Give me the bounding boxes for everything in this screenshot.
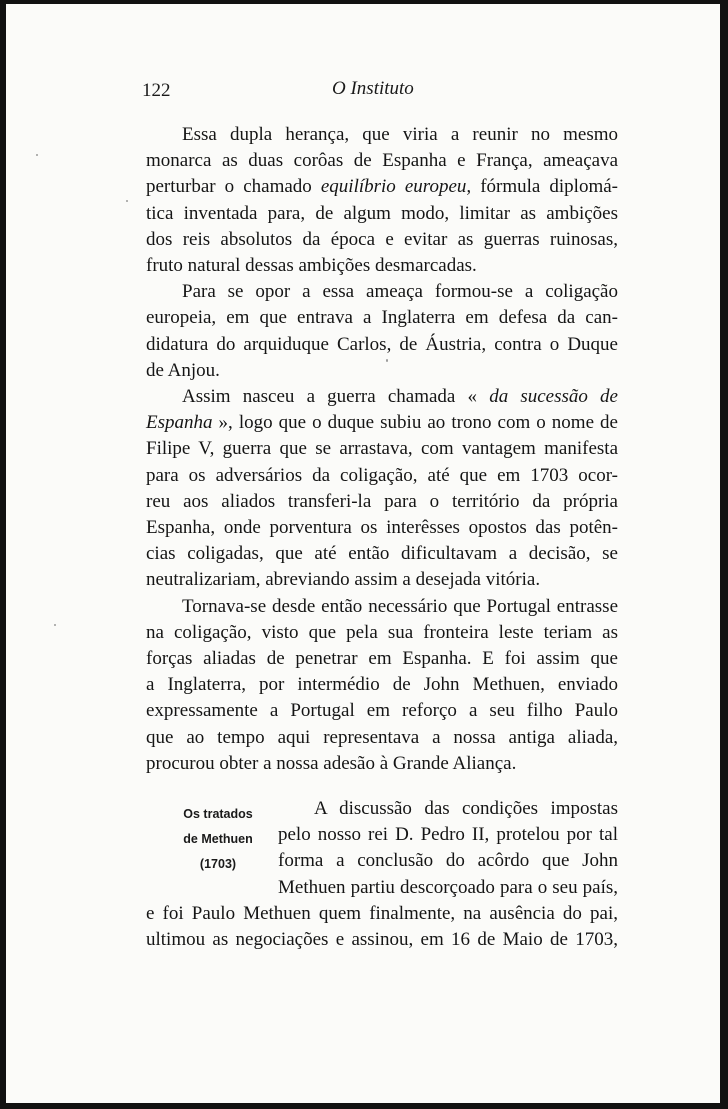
paragraph: [146, 384, 618, 594]
marginal-note-line-2: de Methuen: [183, 832, 253, 846]
text-line: Methuen partiu descorçoado para o seu país,: [278, 876, 618, 898]
text-line: Espanha, onde porventura os interêsses opostos das potên-: [146, 517, 618, 539]
text-line: a Inglaterra, por intermédio de John Methuen, enviado: [146, 674, 618, 696]
text-line: perturbar o chamado equilíbrio europeu, fórmula diplomá-: [146, 176, 618, 198]
paragraph: [146, 279, 618, 384]
text-line: Tornava-se desde então necessário que Portugal entrasse: [182, 595, 618, 617]
scan-speck: [36, 154, 38, 156]
text-line: Para se opor a essa ameaça formou-se a coligação: [182, 281, 618, 303]
page-header: [6, 76, 720, 106]
scan-speck: [126, 200, 128, 202]
marginal-note-line-3: (1703): [199, 857, 237, 871]
text-line: reu aos aliados transferi-la para o território da própria: [146, 490, 618, 512]
text-line: tica inventada para, de algum modo, limitar as ambições: [146, 202, 618, 224]
text-line: procurou obter a nossa adesão à Grande Aliança.: [146, 752, 517, 774]
scan-speck: [54, 624, 56, 626]
text-line: de Anjou.: [146, 359, 220, 381]
running-title: O Instituto: [332, 78, 414, 99]
text-line: Espanha », logo que o duque subiu ao trono com o nome de: [146, 412, 618, 434]
text-line: dos reis absolutos da época e evitar as guerras ruinosas,: [146, 228, 618, 250]
text-line: fruto natural dessas ambições desmarcadas.: [146, 255, 477, 277]
text-line: didatura do arquiduque Carlos, de Áustria, contra o Duque: [146, 333, 618, 355]
text-line: na coligação, visto que pela sua fronteira leste teriam as: [146, 621, 618, 643]
book-page: [6, 4, 720, 1103]
text-line: A discussão das condições impostas: [314, 798, 618, 819]
text-line: expressamente a Portugal em reforço a seu filho Paulo: [146, 700, 618, 722]
text-line: Essa dupla herança, que viria a reunir no mesmo: [182, 124, 618, 145]
text-line: ultimou as negociações e assinou, em 16 de Maio de 1703,: [146, 929, 618, 951]
final-paragraph: [146, 796, 618, 953]
paragraph: [146, 594, 618, 777]
text-line: Assim nasceu a guerra chamada « da sucessão de: [182, 386, 618, 408]
text-line: para os adversários da coligação, até que em 1703 ocor-: [146, 464, 618, 486]
text-line: cias coligadas, que até então dificultavam a decisão, se: [146, 543, 618, 565]
page-number: 122: [142, 80, 171, 101]
text-line: monarca as duas corôas de Espanha e França, ameaçava: [146, 150, 618, 172]
text-line: e foi Paulo Methuen quem finalmente, na ausência do pai,: [146, 902, 618, 924]
text-line: pelo nosso rei D. Pedro II, protelou por tal: [278, 824, 618, 846]
paragraph: [146, 122, 618, 279]
text-line: forças aliadas de penetrar em Espanha. E foi assim que: [146, 648, 618, 670]
marginal-note-line-1: Os tratados: [183, 807, 253, 821]
text-line: forma a conclusão do acôrdo que John: [278, 850, 618, 872]
body-text: [146, 122, 618, 777]
text-line: europeia, em que entrava a Inglaterra em defesa da can-: [146, 307, 618, 329]
scan-speck: [386, 359, 388, 362]
text-line: que ao tempo aqui representava a nossa antiga aliada,: [146, 726, 618, 748]
text-line: Filipe V, guerra que se arrastava, com vantagem manifesta: [146, 438, 618, 460]
text-line: neutralizariam, abreviando assim a desejada vitória.: [146, 569, 541, 591]
